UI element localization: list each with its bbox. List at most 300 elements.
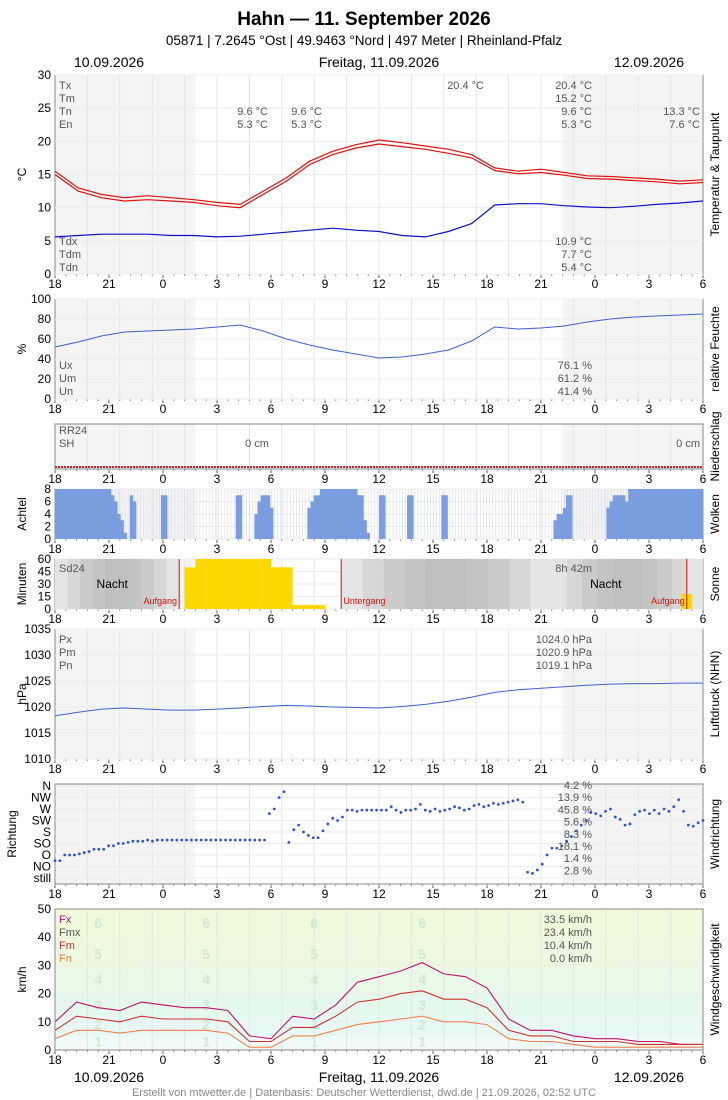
sun-bar [195,559,206,609]
direction-point [83,851,86,854]
sun-bar [239,559,250,609]
cloud-bar [656,489,659,539]
footer-date-center: Freitag, 11.09.2026 [318,1069,440,1085]
direction-tick-label: W [39,802,51,816]
cloud-bar [102,489,105,539]
direction-point [643,809,646,812]
direction-point [663,808,666,811]
direction-point [629,823,632,826]
annotation: En [59,119,73,131]
x-tick-label: 0 [591,542,599,556]
beaufort-label: 3 [202,996,211,1013]
cloud-bar [307,508,310,539]
y-tick-label: 1020 [24,700,51,714]
cloud-bar [310,502,313,540]
direction-point [346,809,349,812]
cloud-bar [641,489,644,539]
direction-point [161,839,164,842]
x-tick-label: 9 [321,472,329,486]
y-tick-label: 60 [37,552,51,566]
cloud-bar [342,489,345,539]
night-shade [55,629,195,759]
direction-point [512,800,515,803]
x-tick-label: 6 [267,612,275,626]
x-tick-label: 21 [102,1053,116,1067]
direction-point [122,842,125,845]
annotation-max: 20.4 °C [447,80,484,92]
x-tick-label: 0 [591,277,599,291]
x-tick-label: 0 [159,887,167,901]
y-tick-label: 2 [44,519,51,534]
direction-point [102,848,105,851]
sun-bar [260,559,271,609]
x-tick-label: 21 [102,762,116,776]
direction-point [205,839,208,842]
y-tick-label: 0 [44,602,51,616]
x-tick-label: 3 [213,612,221,626]
y-axis-label: Minuten [15,562,29,606]
y-tick-label: 15 [37,167,51,182]
annotation: 13.9 % [557,792,592,805]
y-tick-label: 60 [37,332,51,346]
direction-point [224,839,227,842]
annotation: 5.4 °C [561,262,592,274]
direction-point [487,804,490,807]
direction-point [248,839,251,842]
direction-point [78,852,81,855]
direction-point [682,810,685,813]
direction-point [463,809,466,812]
direction-point [331,817,334,820]
cloud-bar [239,495,242,539]
direction-point [302,831,305,834]
x-tick-label: 6 [699,402,707,416]
x-tick-label: 6 [699,762,707,776]
direction-point [171,839,174,842]
direction-point [375,809,378,812]
sun-bar [228,559,239,609]
annotation: RR24 [59,425,88,437]
direction-tick-label: S [42,825,51,839]
cloud-bar [407,495,410,539]
cloud-bar [663,489,666,539]
y-axis-label: Richtung [5,810,19,858]
direction-point [482,805,485,808]
annotation: Um [59,373,77,385]
y-tick-label: 25 [37,101,51,116]
wind-label: Fm [59,940,75,952]
direction-point [526,871,529,874]
direction-tick-label: O [41,848,51,862]
night-band [425,559,446,609]
cloud-bar [687,489,690,539]
night-band [383,559,404,609]
direction-point [497,803,500,806]
direction-point [195,839,198,842]
cloud-bar [89,489,92,539]
y-tick-label: 40 [37,352,51,366]
cloud-bar [332,489,335,539]
wind-label: Fn [59,953,72,965]
direction-point [166,839,169,842]
cloud-bar [691,489,694,539]
cloud-bar [108,489,111,539]
sun-total-value: 8h 42m [555,563,592,575]
x-tick-label: 6 [267,472,275,486]
direction-point [278,796,281,799]
side-label: Windgeschwindigkeit [708,923,722,1036]
cloud-bar [258,502,261,540]
direction-point [190,839,193,842]
night-band [447,559,468,609]
x-tick-label: 0 [159,472,167,486]
x-tick-label: 0 [159,1053,167,1067]
cloud-bar [345,489,348,539]
x-tick-label: 21 [102,612,116,626]
direction-point [307,834,310,837]
cloud-bar [77,489,80,539]
direction-point [317,836,320,839]
direction-point [419,803,422,806]
cloud-bar [379,495,382,539]
beaufort-label: 4 [94,971,103,988]
direction-tick-label: still [33,871,51,885]
x-tick-label: 12 [372,277,386,291]
x-tick-label: 21 [534,612,548,626]
direction-point [54,859,57,862]
beaufort-label: 2 [202,1016,211,1033]
cloud-bar [367,533,370,539]
cloud-bar [638,489,641,539]
annotation: 61.2 % [557,373,592,385]
side-label: Sonne [708,566,722,602]
direction-point [473,804,476,807]
direction-point [385,809,388,812]
x-tick-label: 15 [426,1053,440,1067]
y-tick-label: 1030 [24,648,51,662]
x-tick-label: 3 [645,277,653,291]
night-band [489,559,510,609]
sun-bar [249,559,260,609]
annotation: 15.2 °C [555,93,592,105]
cloud-bar [267,495,270,539]
x-tick-label: 6 [267,277,275,291]
x-tick-label: 3 [645,402,653,416]
direction-point [73,854,76,857]
night-band [531,559,552,609]
cloud-bar [653,489,656,539]
x-tick-label: 9 [321,1053,329,1067]
sun-bar [314,605,325,609]
direction-point [351,809,354,812]
direction-point [624,824,627,827]
beaufort-label: 4 [202,971,211,988]
annotation: 0.0 km/h [549,953,592,965]
y-tick-label: 1010 [24,752,51,766]
cloud-bar [631,489,634,539]
direction-point [653,809,656,812]
direction-point [672,805,675,808]
sunrise-label: Aufgang [651,596,685,606]
x-tick-label: 21 [102,887,116,901]
y-tick-label: 1015 [24,726,51,740]
beaufort-label: 2 [418,1016,427,1033]
direction-point [273,808,276,811]
x-tick-label: 12 [372,612,386,626]
cloud-bar [700,489,703,539]
x-tick-label: 21 [534,762,548,776]
x-tick-label: 3 [213,887,221,901]
x-tick-label: 18 [48,277,62,291]
cloud-bar [111,495,114,539]
annotation: 7.7 °C [561,249,592,261]
annotation: Tdm [59,249,81,261]
cloud-bar [164,495,167,539]
annotation: 1.4 % [563,853,592,866]
annotation: Tx [59,80,72,92]
x-tick-label: 3 [213,277,221,291]
direction-point [443,809,446,812]
annotation: 45.8 % [557,804,592,817]
annotation: Un [59,386,74,398]
cloud-bar [86,489,89,539]
cloud-bar [666,489,669,539]
x-tick-label: 6 [267,762,275,776]
annotation: Pm [59,647,76,659]
x-tick-label: 3 [213,542,221,556]
x-tick-label: 0 [159,542,167,556]
x-tick-label: 12 [372,472,386,486]
sunset-label: Untergang [343,596,386,606]
x-tick-label: 3 [645,887,653,901]
direction-point [356,810,359,813]
x-tick-label: 6 [699,472,707,486]
direction-point [458,806,461,809]
precip-value-mid: 0 cm [245,438,269,450]
y-tick-label: 10 [37,200,51,215]
direction-point [434,808,437,811]
x-tick-label: 18 [480,277,494,291]
cloud-bar [563,508,566,539]
cloud-bar [382,495,385,539]
y-axis-label: hPa [15,683,29,705]
cloud-bar [659,489,662,539]
wind-label: Fmx [59,927,81,939]
panel-pressure [15,622,722,776]
x-tick-label: 6 [267,402,275,416]
x-tick-label: 18 [480,1053,494,1067]
cloud-bar [363,520,366,539]
cloud-bar [80,489,83,539]
direction-point [219,839,222,842]
direction-point [697,821,700,824]
sun-total-label: Sd24 [59,563,85,575]
annotation: Px [59,634,72,646]
side-label: Luftdruck (NHN) [708,650,722,738]
direction-point [477,803,480,806]
night-label: Nacht [590,577,622,591]
direction-tick-label: SO [33,836,51,851]
direction-point [448,808,451,811]
annotation: 18.1 % [557,841,592,853]
night-shade [55,784,195,884]
cloud-bar [441,495,444,539]
x-tick-label: 9 [321,612,329,626]
cloud-bar [130,495,133,539]
x-tick-label: 0 [159,277,167,291]
cloud-bar [616,495,619,539]
direction-point [107,844,110,847]
x-tick-label: 21 [534,277,548,291]
cloud-bar [553,520,556,539]
annotation: 20.4 °C [555,80,592,92]
beaufort-label: 1 [418,1033,427,1050]
y-tick-label: 8 [44,482,51,496]
panel-wind_direction [5,779,722,901]
direction-tick-label: N [42,779,51,793]
x-tick-label: 3 [645,472,653,486]
direction-point [380,809,383,812]
cloud-bar [314,495,317,539]
y-tick-label: 50 [37,902,51,916]
cloud-bar [236,495,239,539]
y-tick-label: 1025 [24,674,51,688]
x-tick-label: 18 [480,887,494,901]
cloud-bar [622,495,625,539]
sun-bar [293,605,304,609]
direction-point [531,872,534,875]
x-tick-label: 21 [534,472,548,486]
annotation: Tn [59,106,72,118]
direction-point [502,802,505,805]
direction-point [180,839,183,842]
annotation: Tdx [59,236,78,248]
direction-point [214,839,217,842]
cloud-bar [694,489,697,539]
x-tick-label: 0 [591,762,599,776]
direction-point [667,810,670,813]
y-tick-label: 30 [37,577,51,591]
direction-point [468,808,471,811]
sun-bar [271,567,282,609]
x-tick-label: 9 [321,762,329,776]
direction-point [395,809,398,812]
y-tick-label: 30 [37,958,51,973]
cloud-bar [444,495,447,539]
cloud-bar [669,489,672,539]
direction-point [390,805,393,808]
beaufort-label: 6 [310,915,319,932]
precip-value-right: 0 cm [676,438,700,450]
sun-bar [282,567,293,609]
x-tick-label: 12 [372,1053,386,1067]
annotation: 1020.9 hPa [535,647,592,659]
cloud-bar [557,514,560,539]
x-tick-label: 0 [591,402,599,416]
direction-point [594,812,597,815]
direction-point [239,839,242,842]
beaufort-label: 1 [94,1033,103,1050]
sun-bar [185,567,196,609]
x-tick-label: 18 [480,472,494,486]
y-tick-label: 5 [44,233,51,248]
direction-point [341,816,344,819]
beaufort-label: 1 [202,1033,211,1050]
cloud-bar [270,508,273,539]
cloud-bar [254,514,257,539]
cloud-bar [264,495,267,539]
x-tick-label: 0 [159,402,167,416]
direction-point [536,869,539,872]
night-band [468,559,489,609]
cloud-bar [672,489,675,539]
beaufort-label: 2 [310,1016,319,1033]
cloud-bar [320,489,323,539]
cloud-bar [92,489,95,539]
cloud-bar [410,495,413,539]
y-tick-label: 0 [44,392,51,406]
direction-point [258,839,261,842]
beaufort-label: 6 [418,915,427,932]
direction-point [599,815,602,818]
direction-point [370,809,373,812]
direction-point [336,819,339,822]
annotation: 4.2 % [563,780,592,792]
cloud-bar [71,489,74,539]
x-tick-label: 18 [48,612,62,626]
beaufort-label: 6 [94,915,103,932]
cloud-bar [329,489,332,539]
y-tick-label: 0 [44,1043,51,1057]
direction-point [546,854,549,857]
x-tick-label: 18 [48,542,62,556]
x-tick-label: 18 [480,612,494,626]
x-tick-label: 9 [321,277,329,291]
direction-point [136,840,139,843]
annotation: Tm [59,93,75,105]
annotation: 5.3 °C [561,119,592,131]
cloud-bar [634,489,637,539]
direction-point [619,818,622,821]
direction-point [234,839,237,842]
cloud-bar [360,495,363,539]
header-date-left: 10.09.2026 [74,54,145,70]
direction-point [692,825,695,828]
x-tick-label: 3 [213,472,221,486]
cloud-bar [681,489,684,539]
direction-point [702,819,705,822]
beaufort-label: 3 [418,996,427,1013]
cloud-bar [64,489,67,539]
sun-bar [303,605,314,609]
side-label: Temperatur & Taupunkt [708,112,722,237]
beaufort-label: 4 [418,971,427,988]
x-tick-label: 0 [159,762,167,776]
beaufort-label: 4 [310,971,319,988]
direction-point [297,824,300,827]
direction-point [244,839,247,842]
direction-point [292,828,295,831]
cloud-bar [124,533,127,539]
beaufort-label: 3 [310,996,319,1013]
direction-tick-label: SW [31,813,51,828]
direction-point [175,839,178,842]
direction-point [200,839,203,842]
direction-point [409,809,412,812]
x-tick-label: 3 [213,402,221,416]
direction-point [253,839,256,842]
cloud-bar [99,489,102,539]
